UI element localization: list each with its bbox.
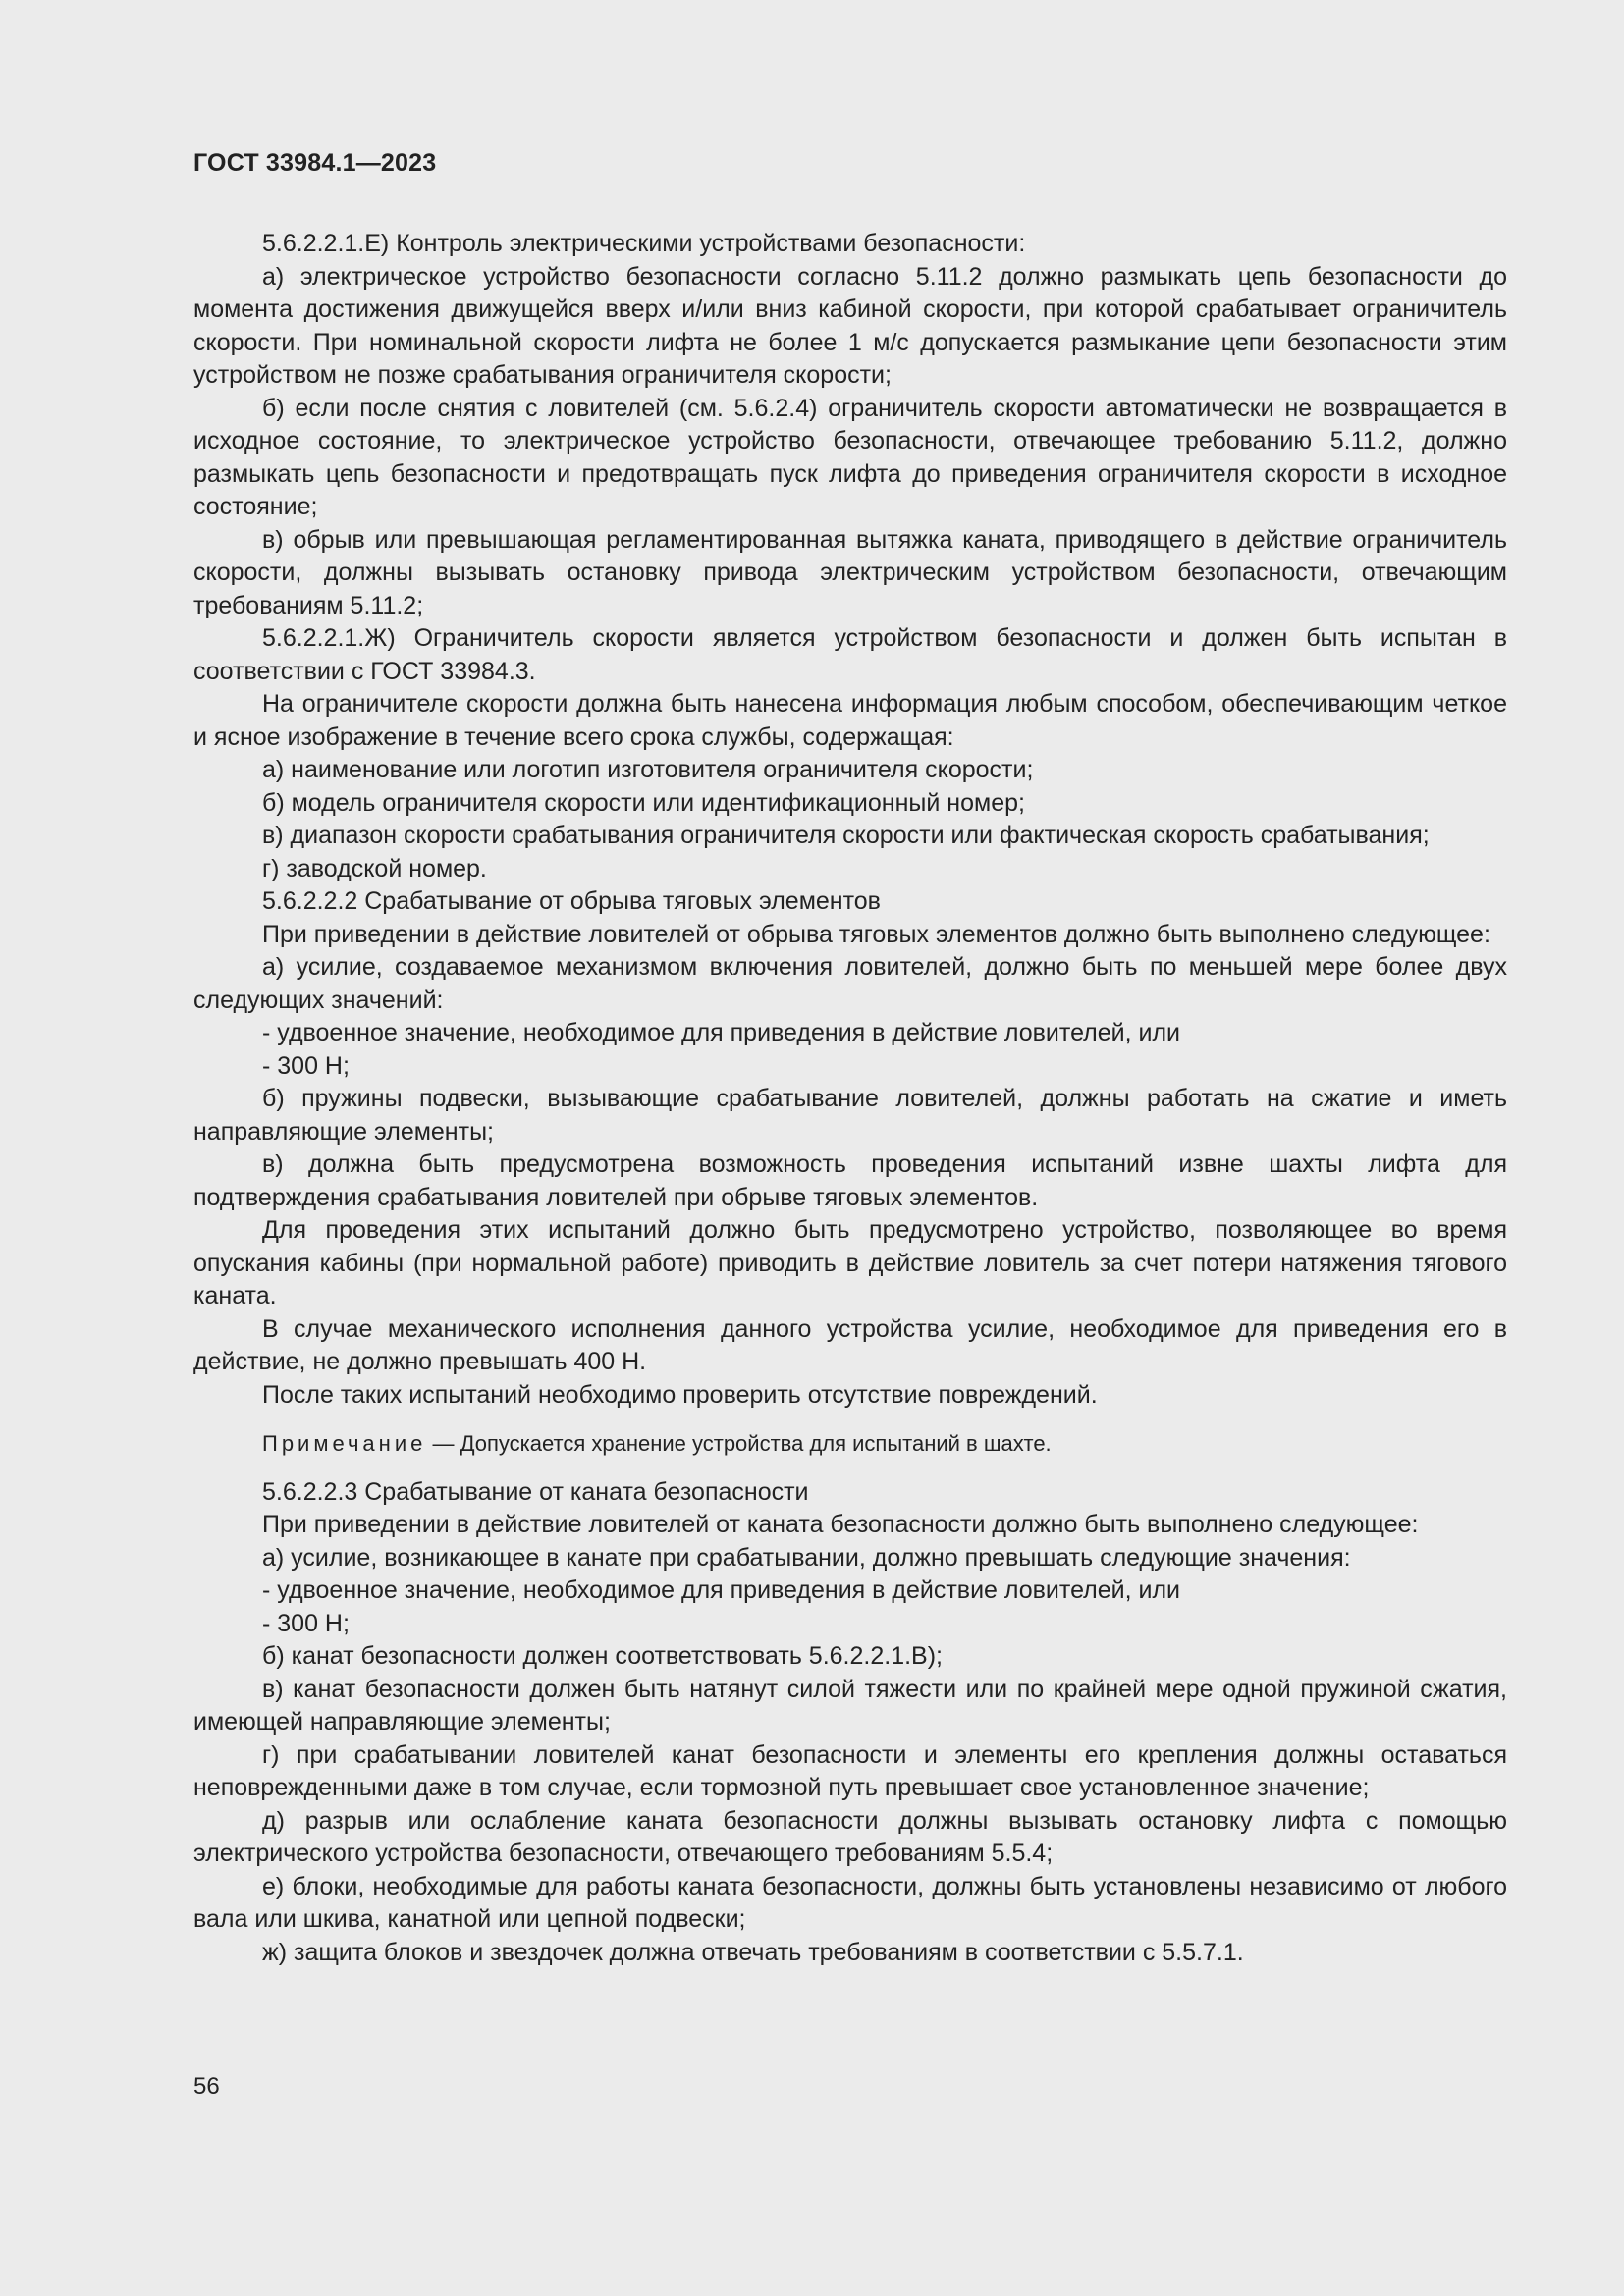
page-number: 56 [193,2073,220,2100]
paragraph: б) пружины подвески, вызывающие срабатывание ловителей, должны работать на сжатие и иметь направляющие элементы; [193,1085,1507,1146]
section-heading: 5.6.2.2.3 Срабатывание от каната безопасности [262,1477,809,1506]
paragraph: в) обрыв или превышающая регламентированная вытяжка каната, приводящего в действие ограничитель скорости, должны вызывать остановку привода электрическим устройством безопасности, отвечающим требованиям 5.11.2; [193,525,1507,619]
paragraph: При приведении в действие ловителей от каната безопасности должно быть выполнено следующее: [262,1511,1419,1538]
paragraph: в) канат безопасности должен быть натянут силой тяжести или по крайней мере одной пружиной сжатия, имеющей направляющие элементы; [193,1675,1507,1735]
paragraph: а) наименование или логотип изготовителя ограничителя скорости; [262,756,1034,783]
paragraph: - 300 Н; [262,1051,350,1080]
paragraph: б) канат безопасности должен соответствовать 5.6.2.2.1.В); [262,1642,943,1670]
note-label: Примечание [262,1431,427,1456]
paragraph: - 300 Н; [262,1609,350,1637]
paragraph: в) диапазон скорости срабатывания ограничителя скорости или фактическая скорость срабатывания; [262,822,1430,849]
paragraph: Для проведения этих испытаний должно быть предусмотрено устройство, позволяющее во время опускания кабины (при нормальной работе) приводить в действие ловитель за счет потери натяжения тягового каната. [193,1216,1507,1309]
note-text: Допускается хранение устройства для испытаний в шахте. [460,1431,1052,1456]
paragraph: а) усилие, создаваемое механизмом включения ловителей, должно быть по меньшей мере более двух следующих значений: [193,953,1507,1014]
paragraph: - удвоенное значение, необходимое для приведения в действие ловителей, или [262,1576,1181,1604]
paragraph: а) усилие, возникающее в канате при срабатывании, должно превышать следующие значения: [262,1543,1351,1572]
paragraph: На ограничителе скорости должна быть нанесена информация любым способом, обеспечивающим четкое и ясное изображение в течение всего срока службы, содержащая: [193,690,1507,751]
document-code-header: ГОСТ 33984.1—2023 [193,149,437,177]
note-dash: — [432,1431,455,1456]
paragraph: в) должна быть предусмотрена возможность проведения испытаний извне шахты лифта для подтверждения срабатывания ловителей при обрыве тяговых элементов. [193,1150,1507,1211]
paragraph: В случае механического исполнения данного устройства усилие, необходимое для приведения его в действие, не должно превышать 400 Н. [193,1314,1507,1375]
paragraph: а) электрическое устройство безопасности согласно 5.11.2 должно размыкать цепь безопасности до момента достижения движущейся вверх и/или вниз кабиной скорости, при которой срабатывает ограничитель скорости. При номинальной скорости лифта не более 1 м/с допускается размыкание цепи безопасности этим устройством не позже срабатывания ограничителя скорости; [193,262,1507,389]
paragraph: б) модель ограничителя скорости или идентификационный номер; [262,788,1025,817]
paragraph: б) если после снятия с ловителей (см. 5.6.2.4) ограничитель скорости автоматически не возвращается в исходное состояние, то электрическое устройство безопасности, отвечающее требованию 5.11.2, должно размыкать цепь безопасности и предотвращать пуск лифта до приведения ограничителя скорости в исходное состояние; [193,394,1507,520]
document-body [193,228,1507,1969]
section-heading: 5.6.2.2.2 Срабатывание от обрыва тяговых элементов [262,887,881,915]
paragraph: г) при срабатывании ловителей канат безопасности и элементы его крепления должны оставаться неповрежденными даже в том случае, если тормозной путь превышает свое установленное значение; [193,1740,1507,1801]
paragraph: г) заводской номер. [262,854,487,882]
paragraph: 5.6.2.2.1.Е) Контроль электрическими устройствами безопасности: [262,230,1026,257]
paragraph: е) блоки, необходимые для работы каната безопасности, должны быть установлены независимо от любого вала или шкива, канатной или цепной подвески; [193,1872,1507,1933]
paragraph: После таких испытаний необходимо проверить отсутствие повреждений. [262,1380,1098,1409]
paragraph: 5.6.2.2.1.Ж) Ограничитель скорости является устройством безопасности и должен быть испытан в соответствии с ГОСТ 33984.3. [193,624,1507,685]
paragraph: д) разрыв или ослабление каната безопасности должны вызывать остановку лифта с помощью электрического устройства безопасности, отвечающего требованиям 5.5.4; [193,1806,1507,1867]
paragraph: При приведении в действие ловителей от обрыва тяговых элементов должно быть выполнено следующее: [262,920,1490,948]
note [193,1427,1507,1461]
paragraph: - удвоенное значение, необходимое для приведения в действие ловителей, или [262,1019,1181,1046]
paragraph: ж) защита блоков и звездочек должна отвечать требованиям в соответствии с 5.5.7.1. [262,1938,1244,1966]
